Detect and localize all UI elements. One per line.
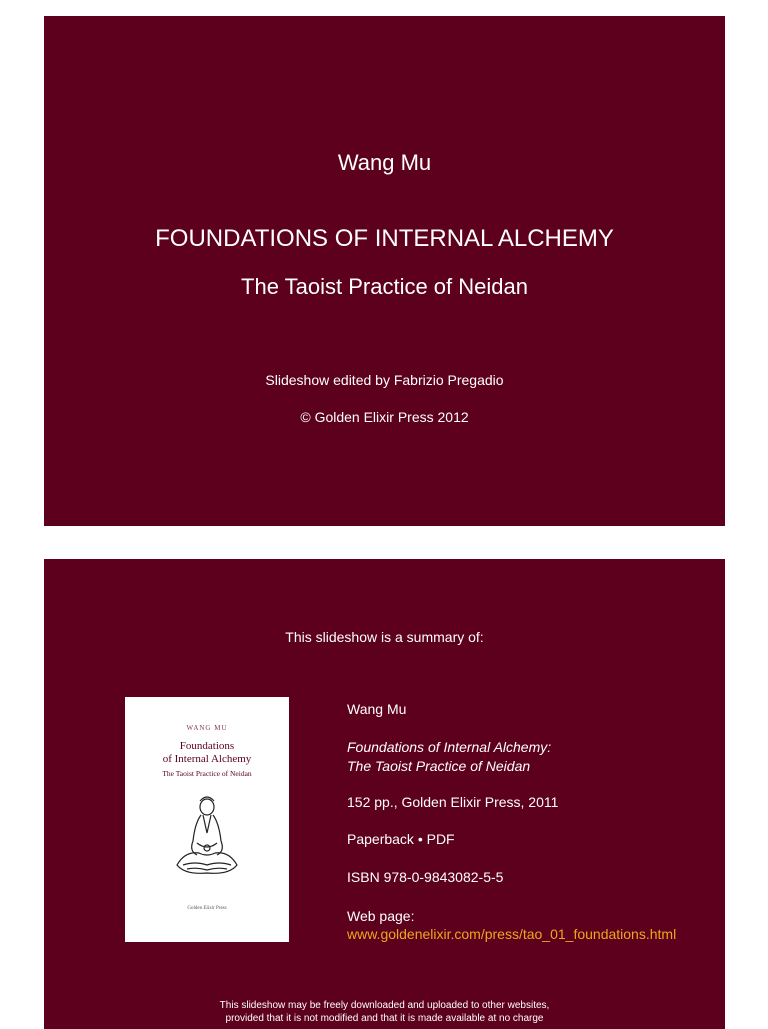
book-subtitle: The Taoist Practice of Neidan <box>241 274 528 299</box>
author-name: Wang Mu <box>337 150 432 175</box>
cover-title-line-1: Foundations <box>179 740 235 752</box>
title-slide <box>44 16 725 526</box>
book-format: Paperback • PDF <box>347 831 455 847</box>
cover-subtitle: The Taoist Practice of Neidan <box>162 769 252 778</box>
meditating-figure-icon <box>167 793 247 883</box>
license-note-line-2: provided that it is not modified and that it is made available at no charge <box>225 1013 544 1024</box>
license-note-line-1: This slideshow may be freely downloaded and uploaded to other websites, <box>219 1000 550 1011</box>
web-page-label: Web page: <box>347 908 415 924</box>
cover-title <box>125 740 289 766</box>
cover-publisher: Golden Elixir Press <box>187 906 227 911</box>
web-page-link[interactable]: www.goldenelixir.com/press/tao_01_foundations.html <box>347 926 677 942</box>
book-author: Wang Mu <box>347 701 407 717</box>
cover-author: WANG MU <box>186 724 228 732</box>
book-title-line-2: The Taoist Practice of Neidan <box>347 758 531 774</box>
book-isbn: ISBN 978-0-9843082-5-5 <box>347 869 504 885</box>
book-title: FOUNDATIONS OF INTERNAL ALCHEMY <box>155 225 614 252</box>
summary-intro: This slideshow is a summary of: <box>285 629 484 645</box>
copyright-text: © Golden Elixir Press 2012 <box>300 409 469 425</box>
editor-credit: Slideshow edited by Fabrizio Pregadio <box>265 372 504 388</box>
summary-slide <box>44 559 725 1029</box>
cover-title-line-2: of Internal Alchemy <box>162 753 252 765</box>
book-title-line-1: Foundations of Internal Alchemy: <box>347 739 552 755</box>
book-pages: 152 pp., Golden Elixir Press, 2011 <box>347 794 559 810</box>
book-cover-image <box>125 697 289 942</box>
